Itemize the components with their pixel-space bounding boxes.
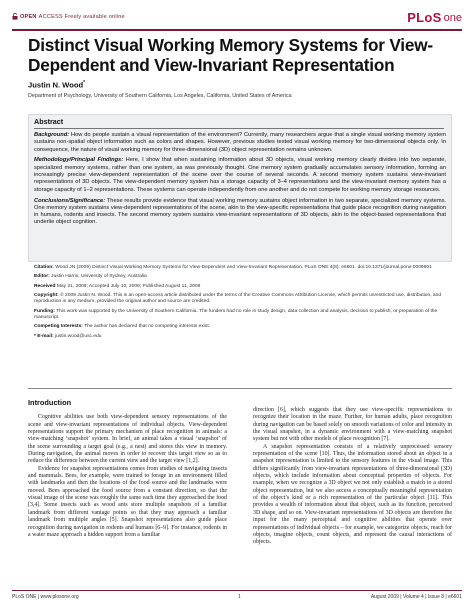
open-access-text: ACCESS Freely available online xyxy=(38,13,125,20)
open-lock-icon xyxy=(12,13,18,20)
abstract-rule xyxy=(34,128,444,129)
abstract-label: Conclusions/Significance: xyxy=(34,197,106,204)
footer-page-number: 1 xyxy=(238,594,241,600)
journal-header xyxy=(12,10,462,27)
meta-text: © 2009 Justin N. Wood. This is an open-access article distributed under the terms of the Creative Commons Attribution License, which permits unrestricted use, distribution, and reproduction in any medium, provided the original author and source are credited. xyxy=(34,293,442,305)
meta-email xyxy=(34,334,450,340)
abstract-label: Methodology/Principal Findings: xyxy=(34,157,124,164)
meta-text: May 21, 2009; Accepted July 10, 2009; Published August 11, 2009 xyxy=(55,283,201,289)
footer-rule xyxy=(12,590,462,591)
meta-text: The author has declared that no competing interests exist. xyxy=(82,324,211,330)
abstract-text: Here, I show that when sustaining information about 3D objects, visual working memory clearly divides into two separate, specialized memory systems, rather than one system, as was previously thought. One memory system gradually accumulates sensory information, forming an increasingly precise view-dependent representation of the scene over the course of several seconds. A second memory system sustains view-invariant representations of 3D objects. The view-dependent memory system has a storage capacity of 3–4 representations and the view-invariant memory system has a storage capacity of 1–2 representations. These systems can operate independently from one another and do not compete for working memory storage resources. xyxy=(34,157,446,193)
page-footer xyxy=(12,594,462,604)
meta-label: Citation: xyxy=(34,265,54,270)
meta-label: Copyright: xyxy=(34,293,59,299)
footer-issue-info: August 2009 | Volume 4 | Issue 8 | e6601 xyxy=(370,594,462,600)
footer-website[interactable]: PLoS ONE | www.plosone.org xyxy=(12,594,79,600)
body-column-left xyxy=(28,399,227,539)
meta-competing-interests xyxy=(34,324,450,330)
meta-funding xyxy=(34,309,450,321)
abstract-conclusions xyxy=(34,198,446,227)
meta-label: Funding: xyxy=(34,308,55,314)
section-heading-introduction: Introduction xyxy=(28,398,72,407)
abstract-text: These results provide evidence that visual working memory sustains object information in two separate, specialized memory systems. One memory system sustains view-dependent representations of the scene, akin to the view-specific representations that guide place recognition during navigation in humans, rodents and insects. The second memory system sustains view-invariant representations of 3D objects, akin to the object-based representations that underlie object cognition. xyxy=(34,197,446,226)
meta-label: Editor: xyxy=(34,274,50,280)
meta-editor xyxy=(34,274,450,280)
meta-copyright xyxy=(34,293,450,305)
meta-dates xyxy=(34,284,450,290)
author-name xyxy=(28,80,85,90)
body-column-right xyxy=(253,407,452,547)
body-paragraph: A snapshot representation consists of a relatively unprocessed sensory representation of the scene [10]. Thus, the information stored about an object in a snapshot representation is limited to the sensory features in the visual image. This differs significantly from view-invariant representations of three-dimensional (3D) objects, which include information about conceptual properties of objects. For example, when we recognize a 3D object we not only establish a match to a stored object representation, but we also access a conceptually meaningful representation of the object’s kind or a rich representation of the particular object [11]. This provides a wealth of information about that object, such as its function, perceived 3D shape, and so on. View-invariant representations of 3D objects are therefore the input for the many perceptual and cognitive abilities that operate over representations of individual objects – for example, we categorize objects, reach for objects, imagine objects, count objects, and represent the causal interactions of objects. xyxy=(253,443,452,546)
abstract-body xyxy=(34,132,446,230)
meta-label: * E-mail: xyxy=(34,333,54,339)
author-mark: * xyxy=(83,80,86,86)
plos-one-logo xyxy=(407,10,462,25)
body-paragraph: Cognitive abilities use both view-dependent sensory representations of the scene and view-invariant representations of individual objects. View-dependent representations support the primary mechanism of place recognition in animals: a view-matching ‘snapshot’ system. In brief, an animal takes a visual ‘snapshot’ of the scene surrounding a target goal (e.g., a nest) and stores this view in memory. During navigation, the animal moves in order to recover this target view so as to reduce the difference between the current view and the target view [1,2]. xyxy=(28,414,227,465)
abstract-background xyxy=(34,132,446,154)
abstract-heading: Abstract xyxy=(34,117,64,126)
author-affiliation: Department of Psychology, University of Southern California, Los Angeles, California, United States of America xyxy=(28,93,292,99)
open-access-badge xyxy=(12,13,125,20)
body-paragraph: Evidence for snapshot representations comes from studies of navigating insects and mammals. Bees, for example, were trained to forage in an environment filled with landmarks and then the locations of the food source and the landmarks were moved. Bees approached the food source from a constant direction, so that the visual image of the scene was roughly the same each time they approached the food [3,4]. Some insects such as wood ants store multiple snapshots of a familiar landmark from different vantage points so that they may approach a familiar landmark from multiple angles [5]. Snapshot representations also guide place recognition during navigation in rodents and humans [6–9]. For instance, rodents in a water maze approach a hidden support from a familiar xyxy=(28,465,227,538)
header-rule xyxy=(12,29,462,31)
abstract-text: How do people sustain a visual representation of the environment? Currently, many researchers argue that a single visual working memory system sustains non-spatial object information such as colors and shapes. However, previous studies tested visual working memory for two-dimensional objects only. In consequence, the nature of visual working memory for three-dimensional (3D) object representation remains unknown. xyxy=(34,132,446,153)
meta-text: Wood JN (2009) Distinct Visual Working Memory Systems for View-Dependent and View-Invariant Representation. PLoS ONE 4(8): e6601. doi:10.1371/journal.pone.0006601 xyxy=(53,265,432,270)
article-title: Distinct Visual Working Memory Systems for View-Dependent and View-Invariant Representation xyxy=(28,35,433,75)
author-email-link[interactable]: justin.wood@usc.edu xyxy=(53,333,102,339)
logo-plos-text: PLoS xyxy=(407,10,442,25)
metadata-rule xyxy=(28,388,452,389)
author-name-text: Justin N. Wood xyxy=(28,80,84,90)
meta-text: Justin Harris, University of Sydney, Australia xyxy=(49,274,147,280)
meta-citation xyxy=(34,265,450,271)
meta-label: Received xyxy=(34,283,56,289)
logo-one-text: one xyxy=(443,11,462,24)
article-metadata xyxy=(34,265,450,343)
abstract-label: Background: xyxy=(34,132,70,138)
meta-text: This work was supported by the University of Southern California. The funders had no role in study design, data collection and analysis, decision to publish, or preparation of the manuscript. xyxy=(34,308,438,320)
open-access-label: OPEN xyxy=(20,13,37,20)
body-paragraph: direction [6], which suggests that they use view-specific representations to recognize their location in the maze. Further, for human adults, place recognition during navigation can be based solely on smooth variations of color and intensity in the visual snapshot, in a dynamic environment with a view-matching snapshot system but not with other models of place recognition [7]. xyxy=(253,407,452,443)
abstract-methodology xyxy=(34,157,446,193)
meta-label: Competing Interests: xyxy=(34,324,83,330)
